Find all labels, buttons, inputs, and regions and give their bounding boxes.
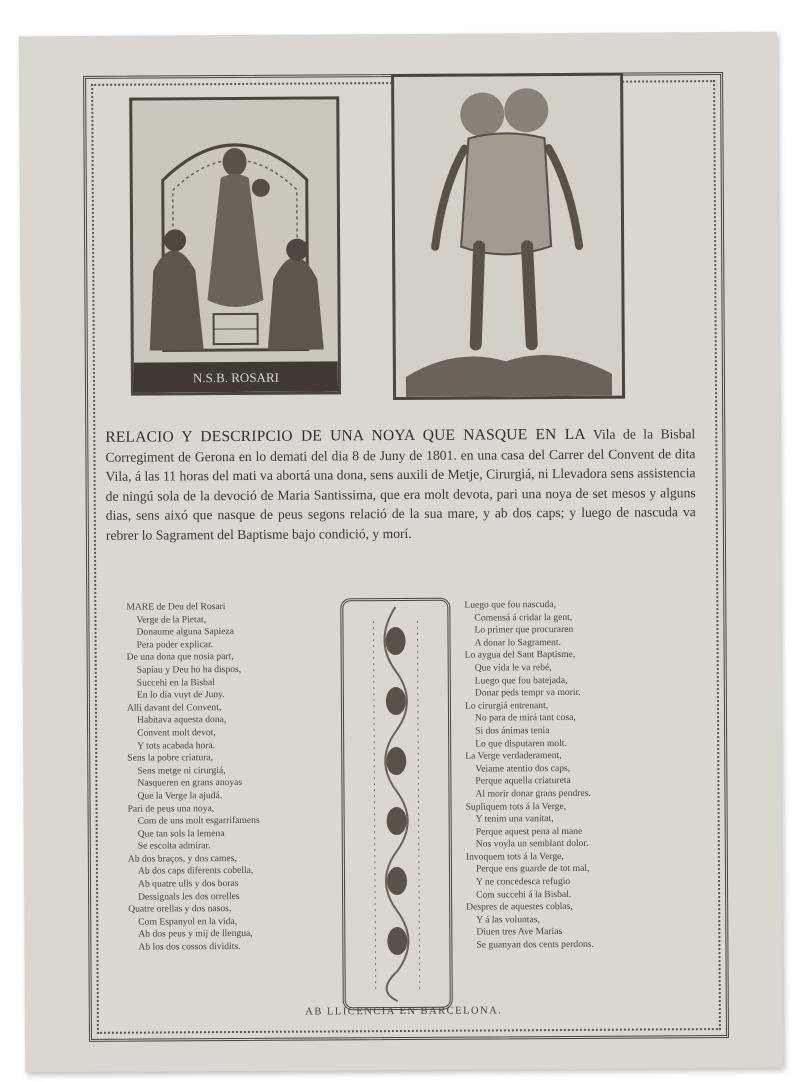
verse-line: Ab quatre ulls y dos boras <box>137 878 239 890</box>
verse-line: Com Espanyol en la vida, <box>138 915 238 928</box>
verse-line: Dessignals les dos orrelles <box>138 890 240 903</box>
verse-line: Y ne concedesca refugio <box>475 876 571 888</box>
verse-line: Y tenim una vanitat, <box>475 813 554 825</box>
verse-line: Veiame atentio dos caps, <box>475 762 571 775</box>
verse-line: Que vida le va rebé, <box>474 662 552 674</box>
headline-lead: RELACIO Y DESCRIPCIO DE UNA NOYA QUE NASQUE EN LA <box>105 425 586 446</box>
verse-line: Y á las voluntas, <box>476 914 540 926</box>
verse-line: Lo cirurgiá entrenant, <box>464 699 549 712</box>
verse-line: Perque ens guarde de tot mal, <box>475 863 590 876</box>
verse-line: Donaume alguna Sapieza <box>136 626 235 638</box>
verse-line: Al morir donar grans pendres. <box>475 787 591 800</box>
verse-line: Ab dos peus y mij de llengua, <box>138 928 253 941</box>
verse-line: Comensá á cridar la gent, <box>474 611 573 624</box>
verse-line: Se guanyan dos cents perdons. <box>476 938 594 951</box>
verse-line: Invoquem tots á la Verge, <box>465 850 564 863</box>
verse-line: Luego que fou nascuda, <box>464 599 557 611</box>
verse-line: Nos voyla un semblant dolor. <box>475 838 589 850</box>
verse-line: Ab dos braços, y dos cames, <box>127 852 237 865</box>
verse-line: Sapiau y Deu ho ha dispos, <box>136 663 242 676</box>
verse-line: Lo que disputaren molt. <box>475 737 567 750</box>
woodcut-virgin-of-rosary <box>129 96 341 395</box>
verse-line: Despres de aquestes coblas, <box>466 901 573 913</box>
verse-line: Verge de la Pietat, <box>136 613 207 626</box>
verse-line: MARE de Deu del Rosari <box>126 601 226 613</box>
verse-line: Succehi en la Bisbal <box>136 676 215 689</box>
verse-line: Pari de peus una noya, <box>127 802 215 815</box>
verse-line: Perque aquella criatureta <box>475 775 571 787</box>
verse-column-left <box>126 600 334 954</box>
verse-line: Nasqueren en grans anoyas <box>137 777 243 789</box>
verse-line: A donar lo Sagrament. <box>474 636 561 649</box>
verse-line: Supliquem tots á la Verge, <box>465 800 567 813</box>
verse-line: Sens metge ni cirurgiá, <box>137 764 226 777</box>
verse-line: Com de uns molt esgarrifamens <box>137 814 260 827</box>
woodcut-caption: N.S.B. ROSARI <box>192 369 279 386</box>
verse-line: Pera poder explicar. <box>136 638 214 651</box>
verse-column-right <box>464 598 678 952</box>
verse-line: Lo primer que procuraren <box>474 624 574 636</box>
verse-line: Com succehi á la Bisbal. <box>476 888 572 901</box>
verse-line: Perque aquest pena al mane <box>475 825 583 838</box>
verse-line: De una dona que nosia part, <box>126 651 234 664</box>
verse-line: Ab los dos cossos dividits. <box>138 941 241 953</box>
verse-line: Donar peds tempr va morir. <box>474 687 581 699</box>
verse-line: Lo aygua del Sant Baptisme, <box>464 649 576 661</box>
broadsheet-page <box>19 32 783 1073</box>
central-ornament-panel <box>340 598 453 1011</box>
verse-line: Alli davant del Convent, <box>126 701 222 714</box>
verse-line: Ab dos caps diferents cobella, <box>137 865 254 878</box>
headline-text <box>105 424 696 545</box>
verse-line: Sens la pobre criatura, <box>127 752 214 764</box>
verse-line: Y tots acabada hora. <box>137 739 216 752</box>
verse-line: Luego que fou batejada, <box>474 674 568 687</box>
verse-line: En lo dia vuyt de Juny. <box>136 689 225 701</box>
verse-line: Diuen tres Ave Marias <box>476 926 563 938</box>
verse-line: Habitava aquesta dona, <box>136 714 227 726</box>
verse-line: Que tan sols la lemena <box>137 827 225 840</box>
verse-line: No para de mirá tant cosa, <box>474 712 576 724</box>
verse-line: Si dos ánimas tenia <box>475 725 550 737</box>
verse-line: Que la Verge la ajudá. <box>137 790 223 802</box>
verse-line: Se escolta admirar. <box>137 840 211 852</box>
verse-line: Convent molt devot, <box>137 727 216 739</box>
imprint-line: AB LLICENCIA EN BARCELONA. <box>305 1005 503 1018</box>
headline-body: Vila de la Bisbal Corregiment de Gerona en lo demati del dia 8 de Juny de 1801. en una casa del Carrer del Convent de dita Vila, á las 11 horas del mati va abortá una dona, sens auxili de Metje, Cirurgiá, ni Llevadora sens assistencia de ningú sola de la devoció de Maria Santissima, que era molt devota, pari una noya de set mesos y alguns dias, sens aixó que nasque de peus segons relació de la sua mare, y ab dos caps; y luego de nascuda va rebrer lo Sagrament del Baptisme bajo condició, y morí. <box>105 426 696 543</box>
woodcut-conjoined-twins <box>391 73 625 400</box>
verse-line: La Verge verdaderament, <box>465 750 562 762</box>
verse-line: Quatre orellas y dos nasos, <box>128 903 232 915</box>
